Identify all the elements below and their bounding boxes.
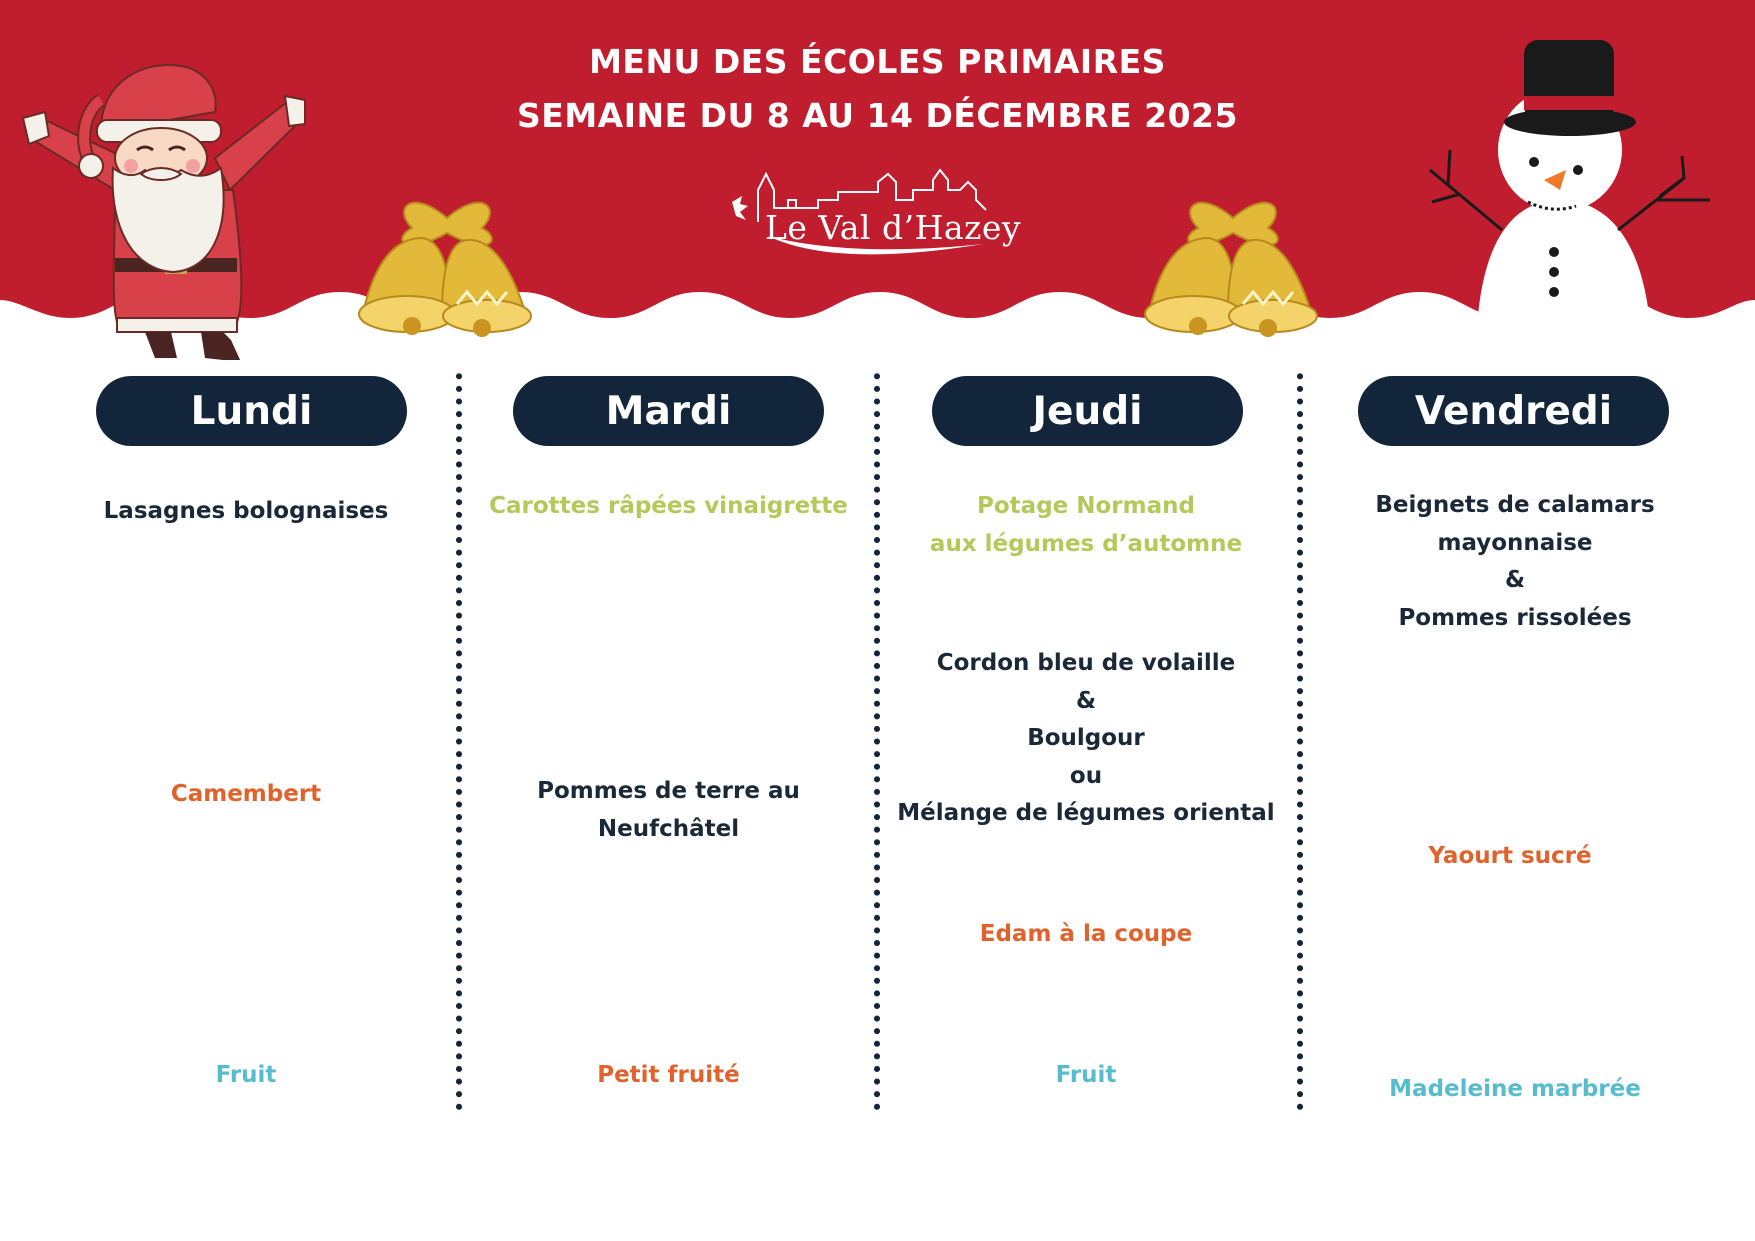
menu-item-main: Beignets de calamars mayonnaise & Pommes rissolées bbox=[1375, 492, 1655, 631]
menu-item-dessert: Fruit bbox=[1055, 1062, 1117, 1088]
column-separator bbox=[874, 370, 880, 1115]
menu-item-starter: Potage Normand aux légumes d’automne bbox=[929, 493, 1243, 557]
logo-text: Le Val d’Hazey bbox=[765, 208, 1022, 247]
column-separator bbox=[1297, 370, 1303, 1115]
santa-claus-illustration bbox=[5, 40, 325, 360]
day-header-mardi: Mardi bbox=[513, 376, 824, 446]
menu-item-starter: Carottes râpées vinaigrette bbox=[489, 493, 848, 519]
menu-item-main: Pommes de terre au Neufchâtel bbox=[537, 778, 800, 842]
menu-item-dairy: Yaourt sucré bbox=[1428, 843, 1592, 869]
menu-item-dairy: Petit fruité bbox=[597, 1062, 740, 1088]
menu-item-dairy: Camembert bbox=[170, 781, 322, 807]
menu-item-main: Lasagnes bolognaises bbox=[103, 498, 389, 524]
menu-item-dairy: Edam à la coupe bbox=[979, 921, 1193, 947]
week-subtitle: SEMAINE DU 8 AU 14 DÉCEMBRE 2025 bbox=[517, 96, 1238, 135]
golden-bells-icon bbox=[352, 178, 542, 348]
day-header-vendredi: Vendredi bbox=[1358, 376, 1669, 446]
column-separator bbox=[456, 370, 462, 1115]
menu-item-main: Cordon bleu de volaille & Boulgour ou Mélange de légumes oriental bbox=[897, 650, 1275, 826]
day-header-lundi: Lundi bbox=[96, 376, 407, 446]
day-header-jeudi: Jeudi bbox=[932, 376, 1243, 446]
golden-bells-icon bbox=[1138, 178, 1328, 348]
snowman-illustration bbox=[1420, 30, 1740, 330]
menu-item-dessert: Madeleine marbrée bbox=[1389, 1076, 1641, 1102]
menu-item-dessert: Fruit bbox=[215, 1062, 277, 1088]
menu-title: MENU DES ÉCOLES PRIMAIRES bbox=[589, 42, 1166, 81]
